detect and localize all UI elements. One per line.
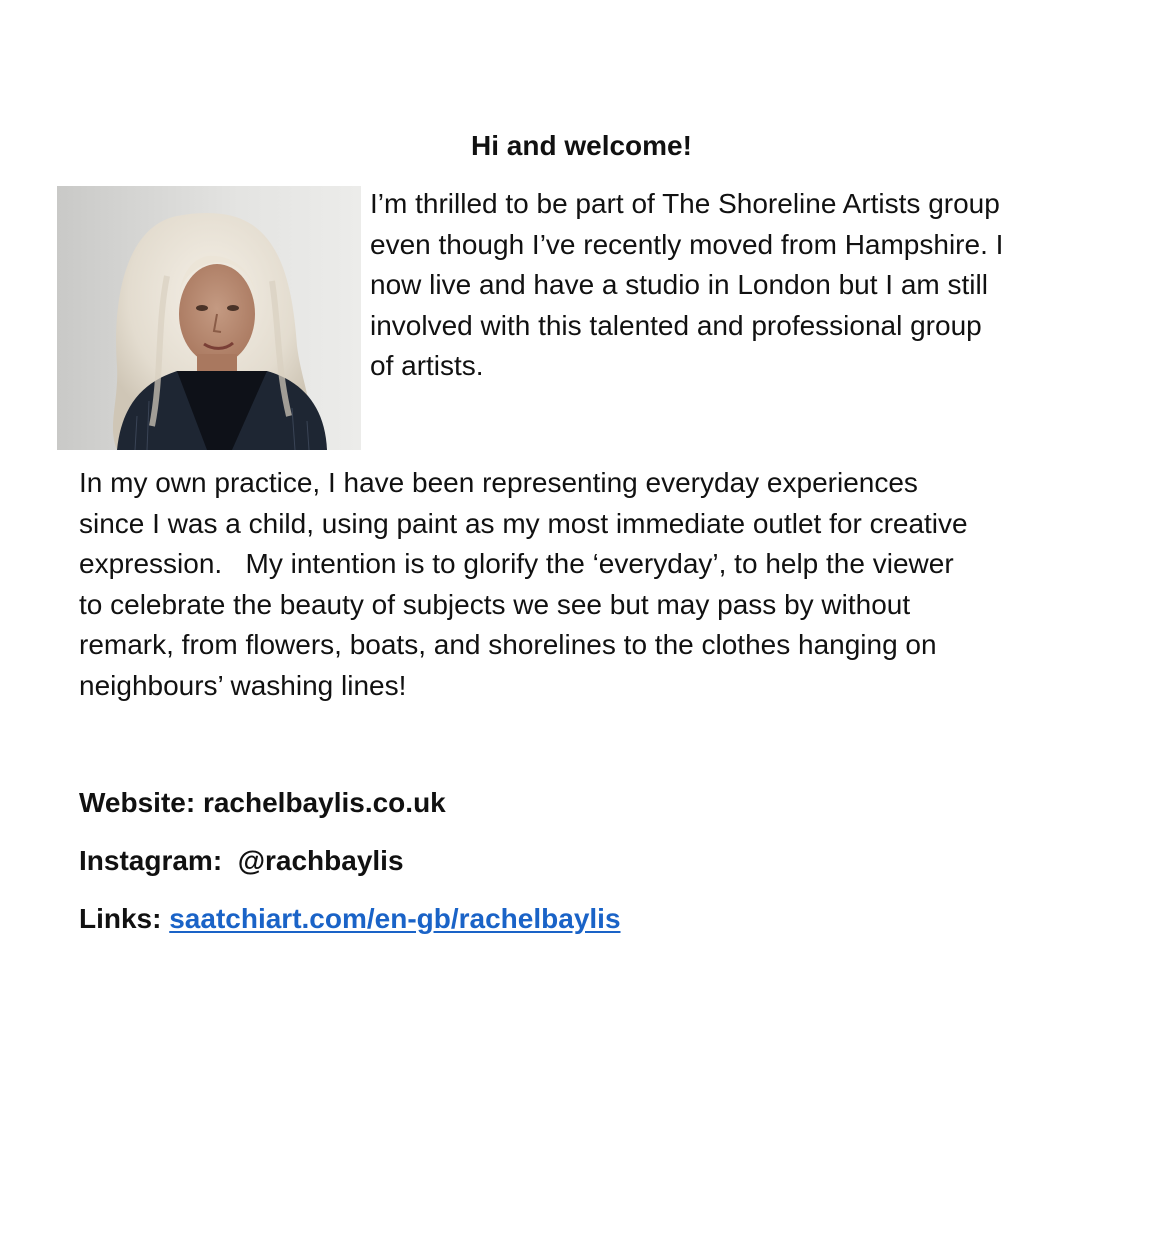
instagram-row xyxy=(79,843,404,879)
artist-portrait xyxy=(57,186,361,450)
practice-line: In my own practice, I have been representing everyday experiences xyxy=(79,467,918,498)
instagram-label: Instagram: xyxy=(79,845,238,876)
intro-line: I’m thrilled to be part of The Shoreline Artists group xyxy=(370,188,1000,219)
intro-line: now live and have a studio in London but I am still xyxy=(370,269,988,301)
practice-line: to celebrate the beauty of subjects we see but may pass by without xyxy=(79,588,911,620)
website-value: rachelbaylis.co.uk xyxy=(202,787,446,818)
links-label: Links: xyxy=(79,903,170,934)
practice-line: neighbours’ washing lines! xyxy=(79,669,407,701)
intro-paragraph xyxy=(370,184,1110,387)
intro-line: even though I’ve recently moved from Hampshire. I xyxy=(370,228,1004,260)
practice-paragraph xyxy=(79,463,1119,707)
saatchiart-link[interactable]: saatchiart.com/en-gb/rachelbaylis xyxy=(169,903,621,934)
website-row xyxy=(79,785,446,821)
links-row xyxy=(79,901,621,937)
intro-line: of artists. xyxy=(370,350,484,382)
practice-line: since I was a child, using paint as my most immediate outlet for creative xyxy=(79,507,968,539)
practice-line: expression. My intention is to glorify the ‘everyday’, to help the viewer xyxy=(79,548,954,580)
intro-line: involved with this talented and professional group xyxy=(370,309,982,341)
instagram-handle: @rachbaylis xyxy=(237,845,404,876)
portrait-image xyxy=(57,186,361,450)
practice-line: remark, from flowers, boats, and shorelines to the clothes hanging on xyxy=(79,629,937,661)
website-label: Website: xyxy=(79,787,203,818)
welcome-heading: Hi and welcome! xyxy=(471,130,692,161)
